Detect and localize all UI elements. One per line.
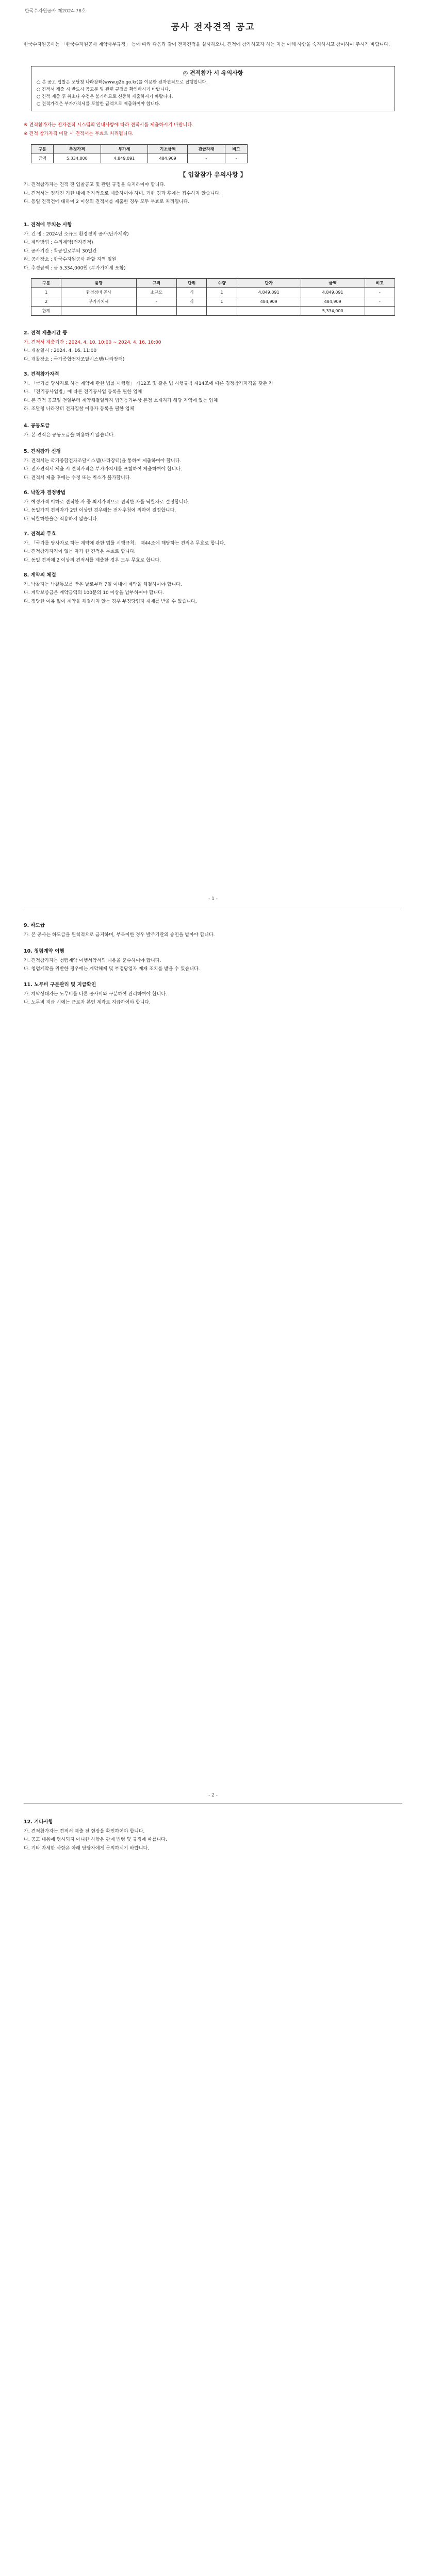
section-line: 가. 낙찰자는 낙찰통보를 받은 날로부터 7일 이내에 계약을 체결하여야 합니다. <box>24 582 182 587</box>
table2-cell <box>136 307 176 316</box>
table2-cell <box>177 307 207 316</box>
section-heading: 6. 낙찰자 결정방법 <box>24 490 66 496</box>
table2-cell: 1 <box>207 297 237 307</box>
section-heading: 2. 견적 제출기간 등 <box>24 330 68 336</box>
section-12 <box>24 1819 402 1853</box>
section-11 <box>24 981 402 1008</box>
section-line: 가. 예정가격 이하로 견적한 자 중 최저가격으로 견적한 자를 낙찰자로 결정합니다. <box>24 499 190 505</box>
table1-header: 관급자재 <box>188 145 225 154</box>
table1-header: 추정가격 <box>54 145 101 154</box>
items-table <box>31 278 395 316</box>
table2-header: 단위 <box>177 279 207 288</box>
section-heading: 5. 견적참가 신청 <box>24 449 61 454</box>
notice-list <box>24 181 402 207</box>
table1-cell: 4,849,091 <box>101 154 148 163</box>
section-line: 가. 견적서 제출기간 : 2024. 4. 10. 10:00 ~ 2024. 4. 16. 10:00 <box>24 340 161 345</box>
table1-header: 구분 <box>31 145 54 154</box>
header-note: 한국수자원공사 제2024-78호 <box>25 9 86 14</box>
box1-line: ○ 견적 제출 후 취소나 수정은 불가하므로 신중히 제출하시기 바랍니다. <box>37 94 173 99</box>
section-9 <box>24 922 402 940</box>
table-row <box>31 307 395 316</box>
section-line: 가. 건 명 : 2024년 소규모 환경정비 공사(단가계약) <box>24 231 129 237</box>
table2-header: 단가 <box>237 279 301 288</box>
table2-header: 규격 <box>136 279 176 288</box>
table2-cell <box>61 307 136 316</box>
section-heading: 10. 청렴계약 이행 <box>24 948 64 954</box>
section-line: 다. 본 견적 공고일 전일부터 계약체결일까지 법인등기부상 본점 소재지가 해당 지역에 있는 업체 <box>24 398 218 403</box>
section-heading: 8. 계약의 체결 <box>24 572 56 578</box>
section-line: 가. 견적참가자는 견적서 제출 전 현장을 확인하여야 합니다. <box>24 1828 145 1834</box>
table2-header: 품명 <box>61 279 136 288</box>
section-line: 가. 견적서는 국가종합전자조달시스템(나라장터)을 통하여 제출하여야 합니다. <box>24 458 182 464</box>
section-line: 가. 본 공사는 하도급을 원칙적으로 금지하며, 부득이한 경우 발주기관의 승인을 받아야 합니다. <box>24 932 215 938</box>
table-row <box>31 154 248 163</box>
table2-cell: 식 <box>177 288 207 297</box>
table2-cell: 484,909 <box>237 297 301 307</box>
page-number: - 2 - <box>208 1793 218 1798</box>
section-line: 나. 노무비 지급 시에는 근로자 본인 계좌로 지급하여야 합니다. <box>24 1000 151 1005</box>
section-heading: 11. 노무비 구분관리 및 지급확인 <box>24 982 96 988</box>
section-line: 다. 견적서 제출 후에는 수정 또는 취소가 불가합니다. <box>24 475 132 481</box>
table2-cell: 2 <box>31 297 61 307</box>
table1-cell: 484,909 <box>148 154 188 163</box>
section-line: 라. 공사장소 : 한국수자원공사 관할 지역 일원 <box>24 257 117 262</box>
table1-cell: 5,334,000 <box>54 154 101 163</box>
section-line: 나. 전자견적서 제출 시 견적가격은 부가가치세를 포함하여 제출하여야 합니다. <box>24 467 182 472</box>
box1-line: ○ 견적가격은 부가가치세를 포함한 금액으로 제출하여야 합니다. <box>37 101 160 107</box>
table2-cell: 5,334,000 <box>301 307 365 316</box>
section-line: 가. 본 견적은 공동도급을 허용하지 않습니다. <box>24 432 115 438</box>
table2-cell: 환경정비 공사 <box>61 288 136 297</box>
section-5 <box>24 448 402 483</box>
table2-cell: - <box>365 288 395 297</box>
section-6 <box>24 489 402 524</box>
table2-cell: 4,849,091 <box>237 288 301 297</box>
section-line: 나. 공고 내용에 명시되지 아니한 사항은 관계 법령 및 규정에 따릅니다. <box>24 1837 167 1842</box>
table1-cell: - <box>188 154 225 163</box>
table1-header: 비고 <box>225 145 247 154</box>
section-line: 나. 청렴계약을 위반한 경우에는 계약해제 및 부정당업자 제재 조치를 받을 수 있습니다. <box>24 967 200 972</box>
section-heading: 7. 견적의 무효 <box>24 531 56 537</box>
section-line: 가. 견적참가자는 청렴계약 이행서약서의 내용을 준수하여야 합니다. <box>24 958 161 963</box>
table2-cell: 4,849,091 <box>301 288 365 297</box>
table1-cell: - <box>225 154 247 163</box>
notice-title: 【 입찰참가 유의사항 】 <box>179 171 247 178</box>
table2-cell <box>207 307 237 316</box>
section-line: 다. 정당한 이유 없이 계약을 체결하지 않는 경우 부정당업자 제재를 받을 수 있습니다. <box>24 599 197 604</box>
notice-line: 다. 동일 견적건에 대하여 2 이상의 견적서를 제출한 경우 모두 무효로 처리됩니다. <box>24 199 190 205</box>
box1-line: ○ 견적서 제출 시 반드시 공고문 및 관련 규정을 확인하시기 바랍니다. <box>37 87 170 92</box>
intro-paragraph <box>24 41 402 50</box>
section-1 <box>24 222 402 273</box>
table2-cell <box>237 307 301 316</box>
page-divider <box>24 1803 402 1804</box>
section-line: 나. 견적참가자격이 없는 자가 한 견적은 무효로 합니다. <box>24 549 136 554</box>
section-2 <box>24 330 402 364</box>
box2-notes <box>24 122 402 139</box>
notice-box-1 <box>31 66 395 111</box>
budget-table <box>31 144 248 163</box>
section-line: 나. 개찰일시 : 2024. 4. 16. 11:00 <box>24 348 97 353</box>
table2-header: 구분 <box>31 279 61 288</box>
box2-line: ※ 견적참가자는 전자견적 시스템의 안내사항에 따라 견적서를 제출하시기 바랍니다. <box>24 123 193 128</box>
section-heading: 9. 하도급 <box>24 923 45 928</box>
table-row <box>31 288 395 297</box>
table1-cell: 금액 <box>31 154 54 163</box>
notice-line: 가. 견적참가자는 견적 전 입찰공고 및 관련 규정을 숙지하여야 합니다. <box>24 182 166 188</box>
table1-header: 부가세 <box>101 145 148 154</box>
section-heading: 12. 기타사항 <box>24 1819 53 1825</box>
page-title: 공사 전자견적 공고 <box>171 22 255 32</box>
section-heading: 4. 공동도급 <box>24 423 50 429</box>
table2-header: 금액 <box>301 279 365 288</box>
box1-heading: ◎ 견적참가 시 유의사항 <box>183 70 243 76</box>
section-3 <box>24 371 402 414</box>
section-line: 나. 계약방법 : 수의계약(전자견적) <box>24 240 93 245</box>
section-line: 가. 「국가를 당사자로 하는 계약에 관한 법률 시행령」 제12조 및 같은 법 시행규칙 제14조에 따른 경쟁참가자격을 갖춘 자 <box>24 381 273 386</box>
section-line: 가. 계약상대자는 노무비를 다른 공사비와 구분하여 관리하여야 합니다. <box>24 991 167 997</box>
intro-text: 한국수자원공사는 「한국수자원공사 계약사무규정」 등에 따라 다음과 같이 전자견적을 실시하오니, 견적에 참가하고자 하는 자는 아래 사항을 숙지하시고 참여하여 주시기 바랍니다. <box>24 42 390 47</box>
table2-cell: 484,909 <box>301 297 365 307</box>
section-line: 다. 낙찰하한율은 적용하지 않습니다. <box>24 516 99 522</box>
section-line: 나. 동일가격 견적자가 2인 이상인 경우에는 전자추첨에 의하여 결정합니다. <box>24 508 176 513</box>
section-4 <box>24 422 402 440</box>
section-10 <box>24 948 402 974</box>
table2-cell <box>365 307 395 316</box>
box2-line: ※ 견적 참가자격 미달 시 견적서는 무효로 처리됩니다. <box>24 131 134 137</box>
section-line: 다. 개찰장소 : 국가종합전자조달시스템(나라장터) <box>24 357 125 362</box>
table2-cell: 소규모 <box>136 288 176 297</box>
section-heading: 3. 견적참가자격 <box>24 371 59 377</box>
table1-header: 기초금액 <box>148 145 188 154</box>
table2-cell: - <box>136 297 176 307</box>
section-line: 라. 조달청 나라장터 전자입찰 이용자 등록을 필한 업체 <box>24 406 135 412</box>
section-line: 가. 「국가를 당사자로 하는 계약에 관한 법률 시행규칙」 제44조에 해당하는 견적은 무효로 합니다. <box>24 540 226 546</box>
table-row <box>31 297 395 307</box>
table2-cell: - <box>365 297 395 307</box>
section-line: 나. 계약보증금은 계약금액의 100분의 10 이상을 납부하여야 합니다. <box>24 590 164 596</box>
box1-line: ○ 본 공고 입찰은 조달청 나라장터(www.g2b.go.kr)를 이용한 전자견적으로 집행합니다. <box>37 80 208 85</box>
section-heading: 1. 견적에 부치는 사항 <box>24 222 72 228</box>
notice-line: 나. 견적서는 정해진 기한 내에 전자적으로 제출하여야 하며, 기한 경과 후에는 접수하지 않습니다. <box>24 191 221 196</box>
table2-cell: 부가가치세 <box>61 297 136 307</box>
section-line: 나. 「전기공사업법」에 따른 전기공사업 등록을 필한 업체 <box>24 389 142 395</box>
section-line: 다. 공사기간 : 착공일로부터 30일간 <box>24 248 97 254</box>
section-line: 다. 동일 견적에 2 이상의 견적서를 제출한 경우 모두 무효로 합니다. <box>24 557 161 563</box>
table2-cell: 합계 <box>31 307 61 316</box>
table2-header: 수량 <box>207 279 237 288</box>
section-7 <box>24 531 402 565</box>
section-line: 마. 추정금액 : 금 5,334,000원 (부가가치세 포함) <box>24 265 126 271</box>
table2-cell: 1 <box>207 288 237 297</box>
page-number: - 1 - <box>208 896 218 902</box>
table2-cell: 1 <box>31 288 61 297</box>
table2-cell: 식 <box>177 297 207 307</box>
section-8 <box>24 572 402 606</box>
section-line: 다. 기타 자세한 사항은 아래 담당자에게 문의하시기 바랍니다. <box>24 1845 150 1851</box>
table2-header: 비고 <box>365 279 395 288</box>
